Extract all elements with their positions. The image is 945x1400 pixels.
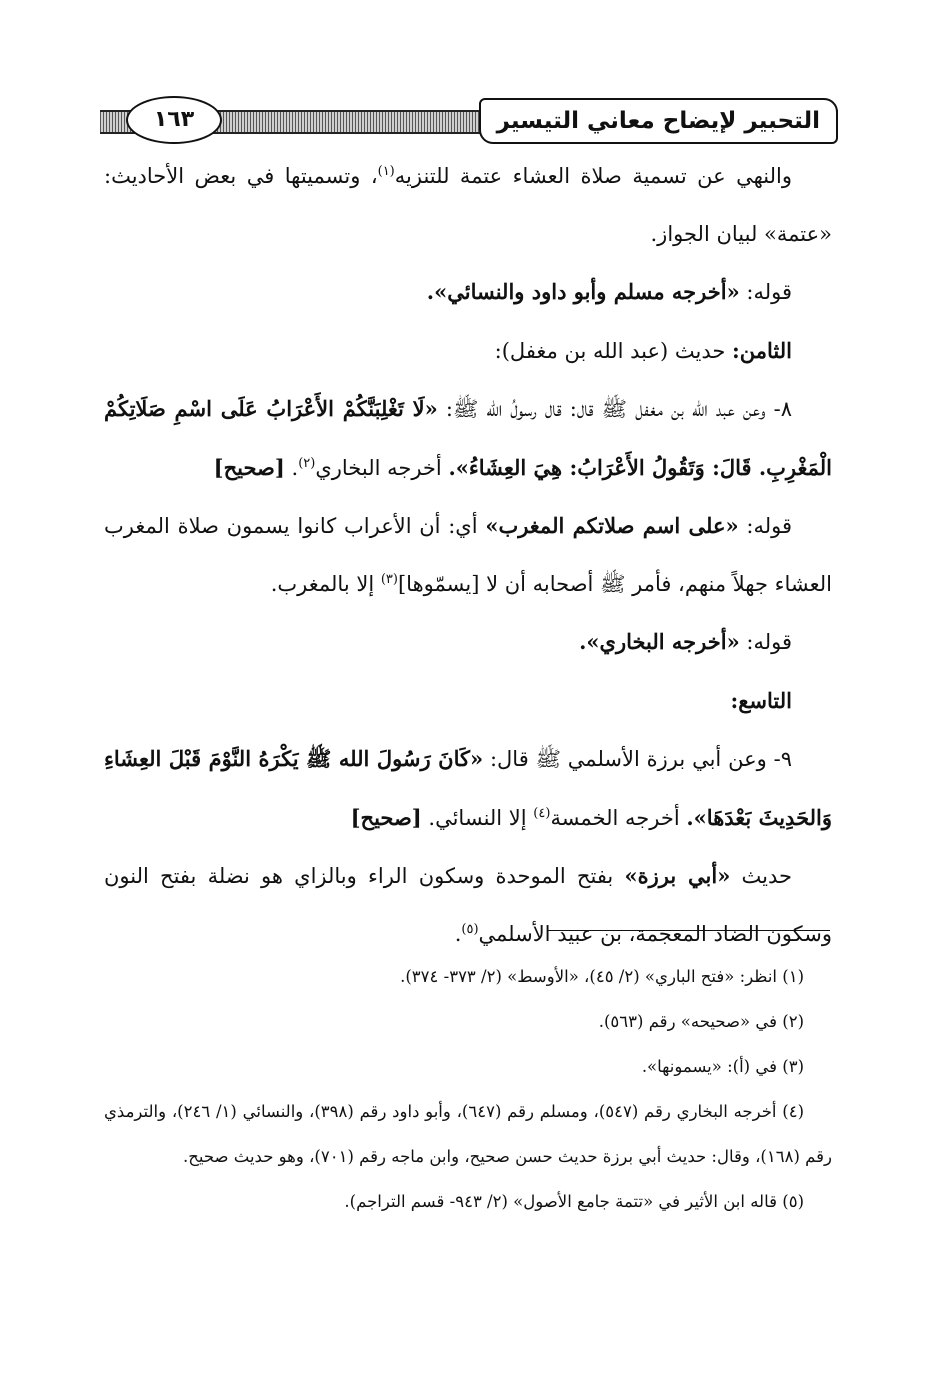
footnotes — [104, 954, 832, 1224]
footnote-ref[interactable]: (٣) — [380, 571, 398, 587]
footnote: (٤) أخرجه البخاري رقم (٥٤٧)، ومسلم رقم (٦٤٧)، وأبو داود رقم (٣٩٨)، والنسائي (١/ ٢٤٦)، والترمذي رقم (١٦٨)، وقال: حديث أبي برزة حديث حسن صحيح، وابن ماجه رقم (٧٠١)، وهو حديث صحيح. — [104, 1102, 832, 1166]
paragraph: قوله: «أخرجه البخاري». — [579, 629, 792, 654]
hadith-paragraph: ٨- وعن عبد الله بن مغفل ﷺ قال: قال رسولُ الله ﷺ: «لَا تَغْلِبَنَّكُمْ الأَعْرَابُ عَلَى اسْمِ صَلَاتِكُمْ الْمَغْرِبِ. قَالَ: وَتَقُولُ الأَعْرَابُ: هِيَ العِشَاءُ». أخرجه البخاري$^{(٢)}$. [صحيح] — [104, 396, 832, 480]
main-text — [104, 148, 832, 963]
grade-label: [صحيح] — [350, 804, 422, 830]
paragraph: قوله: «أخرجه مسلم وأبو داود والنسائي». — [426, 279, 792, 304]
section-heading: التاسع: — [730, 687, 792, 713]
footnote: (١) انظر: «فتح الباري» (٢/ ٤٥)، «الأوسط» (٢/ ٣٧٣- ٣٧٤). — [400, 967, 804, 986]
footnote: (٥) قاله ابن الأثير في «تتمة جامع الأصول» (٢/ ٩٤٣- قسم التراجم). — [344, 1192, 804, 1211]
footnote-divider — [548, 930, 830, 931]
section-heading: الثامن: حديث (عبد الله بن مغفل): — [494, 337, 792, 363]
footnote: (٢) في «صحيحه» رقم (٥٦٣). — [598, 1012, 804, 1031]
footnote: (٣) في (أ): «يسمونها». — [641, 1057, 804, 1076]
grade-label: [صحيح] — [213, 454, 285, 480]
footnote-ref[interactable]: (٥) — [461, 921, 479, 937]
paragraph: قوله: «على اسم صلاتكم المغرب» أي: أن الأعراب كانوا يسمون صلاة المغرب العشاء جهلاً منهم، فأمر ﷺ أصحابه أن لا [يسمّوها]$^{(٣)}$ إلا بالمغرب. — [104, 513, 832, 596]
hadith-paragraph: ٩- وعن أبي برزة الأسلمي ﷺ قال: «كَانَ رَسُولَ الله ﷺ يَكْرَهُ النَّوْمَ قَبْلَ العِشَاءِ وَالحَدِيثَ بَعْدَهَا». أخرجه الخمسة$^{(٤)}$ إلا النسائي. [صحيح] — [104, 746, 832, 830]
footnote-ref[interactable]: (١) — [377, 164, 395, 179]
book-title: التحبير لإيضاح معاني التيسير — [479, 98, 838, 144]
footnote-ref[interactable]: (٤) — [533, 805, 551, 821]
paragraph: حديث «أبي برزة» بفتح الموحدة وسكون الراء وبالزاي هو نضلة بفتح النون وسكون الضاد المعجمة، بن عبيد الأسلمي$^{(٥)}$. — [104, 863, 832, 946]
page-header — [100, 96, 838, 146]
footnote-ref[interactable]: (٢) — [298, 455, 316, 471]
paragraph: والنهي عن تسمية صلاة العشاء عتمة للتنزيه$^{(١)}$، وتسميتها في بعض الأحاديث: «عتمة» لبيان الجواز. — [104, 164, 832, 246]
page-number: ١٦٣ — [126, 96, 222, 144]
